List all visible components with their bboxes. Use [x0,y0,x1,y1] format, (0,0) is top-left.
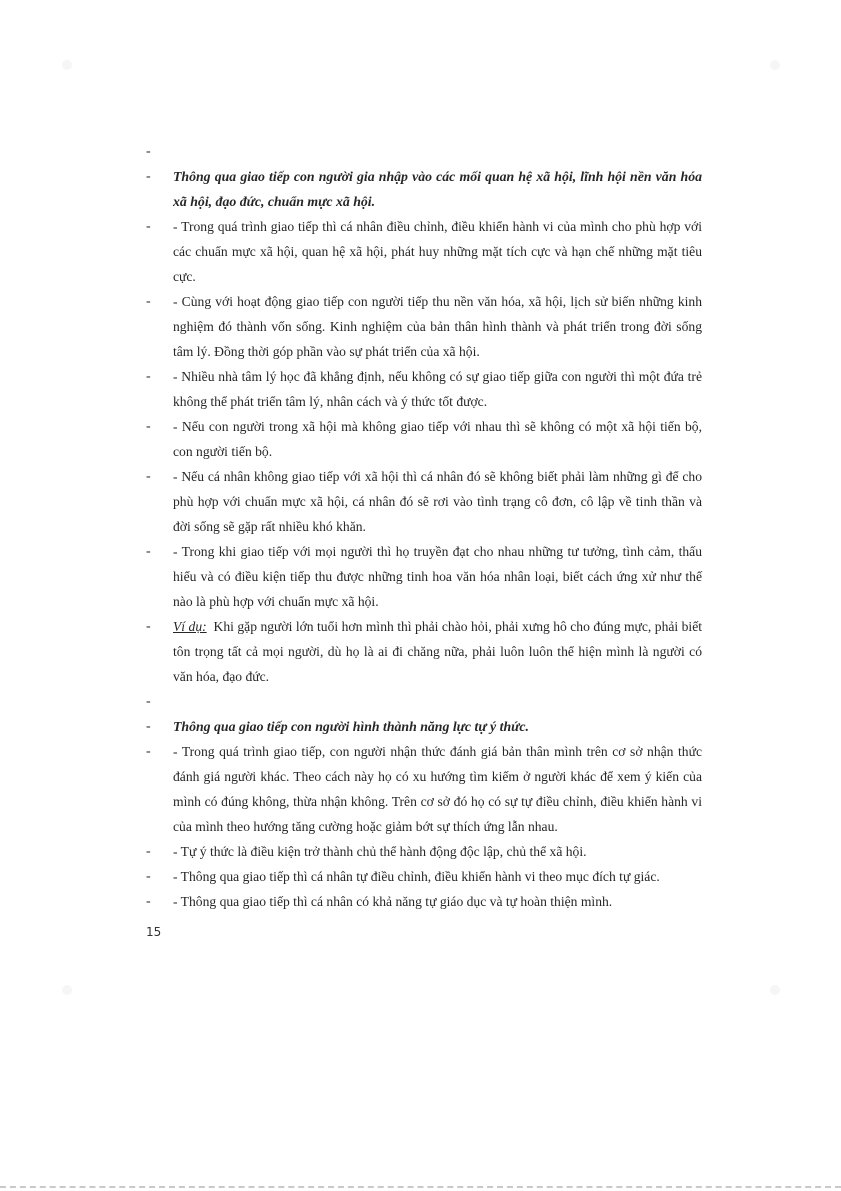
bullet-dash: - [146,544,151,559]
document-body [146,139,702,914]
example-text: Khi gặp người lớn tuổi hơn mình thì phải chào hỏi, phải xưng hô cho đúng mực, phải biết tôn trọng tất cả mọi người, dù họ là ai đi chăng nữa, phải luôn luôn thể hiện mình là người có văn hóa, đạo đức. [173,619,703,684]
list-item [146,539,702,614]
example-label: Ví dụ: [173,619,207,634]
empty-list-item [146,689,702,714]
paragraph-text: - Cùng với hoạt động giao tiếp con người tiếp thu nền văn hóa, xã hội, lịch sử biến những kinh nghiệm đó thành vốn sống. Kinh nghiệm của bản thân hình thành và phát triển trong đời sống tâm lý. Đồng thời góp phần vào sự phát triển của xã hội. [173,294,702,359]
paragraph-text: - Nhiều nhà tâm lý học đã khẳng định, nếu không có sự giao tiếp giữa con người thì một đứa trẻ không thể phát triển tâm lý, nhân cách và ý thức tốt được. [173,369,702,409]
paragraph-text: - Nếu con người trong xã hội mà không giao tiếp với nhau thì sẽ không có một xã hội tiến bộ, con người tiến bộ. [173,419,702,459]
bullet-dash: - [146,844,151,859]
list-item [146,889,702,914]
paragraph-text: - Trong khi giao tiếp với mọi người thì họ truyền đạt cho nhau những tư tưởng, tình cảm, thấu hiểu và có điều kiện tiếp thu được những tinh hoa văn hóa nhân loại, biết cách ứng xử như thế nào là phù hợp với chuẩn mực xã hội. [173,544,702,609]
page-number: 15 [146,925,162,939]
bullet-dash: - [146,619,151,634]
list-item [146,214,702,289]
bullet-dash: - [146,869,151,884]
example-paragraph [173,614,702,689]
scan-edge-line [0,1186,841,1188]
bullet-dash: - [146,469,151,484]
empty-list-item [146,139,702,164]
scan-mark [770,985,780,995]
scan-mark [62,985,72,995]
scan-mark [62,60,72,70]
heading-text: Thông qua giao tiếp con người gia nhập vào các mối quan hệ xã hội, lĩnh hội nền văn hóa xã hội, đạo đức, chuẩn mực xã hội. [173,169,702,209]
bullet-dash: - [146,219,151,234]
list-item [146,364,702,414]
paragraph-text: - Tự ý thức là điều kiện trở thành chủ thể hành động độc lập, chủ thể xã hội. [173,844,587,859]
paragraph-text: - Thông qua giao tiếp thì cá nhân tự điều chỉnh, điều khiển hành vi theo mục đích tự giác. [173,869,660,884]
list-item [146,414,702,464]
bullet-dash: - [146,144,151,159]
section-heading [146,164,702,214]
bullet-dash: - [146,719,151,734]
list-item [146,864,702,889]
bullet-dash: - [146,744,151,759]
paragraph-text: - Trong quá trình giao tiếp thì cá nhân điều chỉnh, điều khiển hành vi của mình cho phù hợp với các chuẩn mực xã hội, quan hệ xã hội, phát huy những mặt tích cực và hạn chế những mặt tiêu cực. [173,219,702,284]
list-item [146,839,702,864]
list-item [146,289,702,364]
paragraph-text: - Thông qua giao tiếp thì cá nhân có khả năng tự giáo dục và tự hoàn thiện mình. [173,894,613,909]
heading-text: Thông qua giao tiếp con người hình thành năng lực tự ý thức. [173,719,529,734]
paragraph-text: - Trong quá trình giao tiếp, con người nhận thức đánh giá bản thân mình trên cơ sở nhận thức đánh giá người khác. Theo cách này họ có xu hướng tìm kiếm ở người khác để xem ý kiến của mình có đúng không, thừa nhận không. Trên cơ sở đó họ có sự tự điều chỉnh, điều khiển hành vi của mình theo hướng tăng cường hoặc giảm bớt sự thích ứng lẫn nhau. [173,744,702,834]
list-item [146,464,702,539]
scan-mark [770,60,780,70]
bullet-dash: - [146,369,151,384]
list-item [146,739,702,839]
list-item [146,614,702,689]
bullet-dash: - [146,294,151,309]
section-heading [146,714,702,739]
bullet-dash: - [146,694,151,709]
bullet-dash: - [146,169,151,184]
bullet-dash: - [146,894,151,909]
bullet-dash: - [146,419,151,434]
paragraph-text: - Nếu cá nhân không giao tiếp với xã hội thì cá nhân đó sẽ không biết phải làm những gì để cho phù hợp với chuẩn mực xã hội, cá nhân đó sẽ rơi vào tình trạng cô đơn, cô lập về tinh thần và đời sống sẽ gặp rất nhiều khó khăn. [173,469,702,534]
